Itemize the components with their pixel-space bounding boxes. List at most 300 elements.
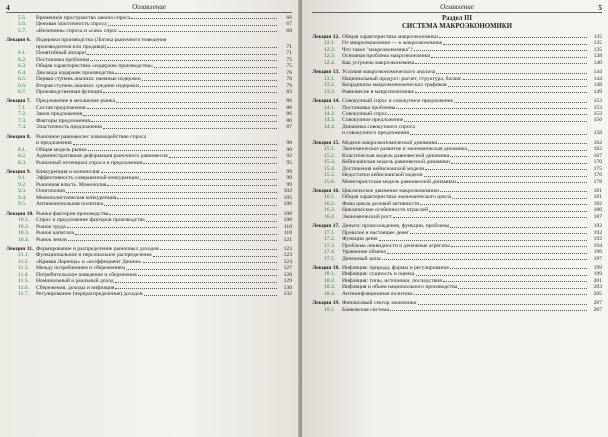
entry-title: Первая ступень анализа: наемные издержки — [36, 76, 141, 83]
entry-title: Национальный продукт: расчет, структура, баланс — [342, 75, 462, 82]
entry-page-number: 140 — [593, 59, 602, 66]
leader-dots — [67, 224, 277, 228]
leader-dots — [438, 140, 587, 144]
entry-number: 13.3. — [324, 88, 336, 95]
entry-number: 14.4. — [324, 123, 336, 130]
entry-title-wrap — [342, 179, 588, 185]
entry-number: 15.2. — [324, 152, 336, 159]
entry-number: 5.7. — [18, 27, 27, 34]
leader-dots — [388, 111, 587, 115]
entry-title: Общая характеристика «издержек производства» — [36, 63, 153, 70]
leader-dots — [143, 160, 277, 164]
entry-title: Уравнение обмена — [342, 249, 386, 256]
entry-title-wrap — [342, 130, 588, 136]
page-number: 4 — [6, 3, 10, 12]
entry-page-number: 162 — [593, 139, 602, 146]
entry-title-wrap — [36, 89, 278, 95]
entry-number: 18.2. — [324, 277, 336, 284]
entry-page-number: 106 — [283, 201, 292, 208]
leader-dots — [420, 201, 587, 205]
toc-subsection-entry — [312, 291, 602, 297]
entry-title-wrap — [342, 60, 588, 66]
entry-page-number: 76 — [286, 69, 292, 76]
entry-title-wrap — [36, 160, 278, 166]
entry-number: 6.3. — [18, 63, 27, 70]
entry-page-number: 71 — [286, 50, 292, 57]
entry-page-number: 121 — [283, 236, 292, 243]
entry-title: и совокупного предложения — [342, 130, 409, 137]
entry-title: Спрос и предложение факторов производства — [36, 217, 145, 224]
entry-number: 14.3. — [324, 117, 336, 124]
entry-title: Что такое "макроэкономика"? — [342, 46, 413, 53]
leader-dots — [109, 211, 277, 215]
entry-page-number: 199 — [593, 271, 602, 278]
entry-title: Формирование и распределение рыночных доходов — [36, 245, 159, 252]
entry-title: Олигополия — [36, 188, 65, 195]
entry-page-number: 153 — [593, 104, 602, 111]
entry-number: 15.5. — [324, 172, 336, 179]
leader-dots — [87, 50, 277, 54]
leader-dots — [153, 252, 277, 256]
entry-title: Регулирование (перераспределение) доходов — [36, 291, 143, 298]
leader-dots — [87, 105, 277, 109]
leader-dots — [387, 249, 587, 253]
entry-page-number: 192 — [593, 236, 602, 243]
entry-number: Лекция 15. — [312, 139, 340, 146]
entry-number: Лекция 11. — [6, 245, 34, 252]
entry-title: Модели макроэкономической динамики — [342, 139, 438, 146]
entry-number: 7.3. — [18, 117, 27, 124]
entry-number: Лекция 16. — [312, 187, 340, 194]
section-title: СИСТЕМА МАКРОЭКОНОМИКИ — [402, 23, 512, 30]
leader-dots — [107, 182, 277, 186]
running-head-title: Оглавление — [132, 3, 166, 11]
entry-page-number: 69 — [286, 27, 292, 34]
leader-dots — [424, 172, 587, 176]
leader-dots — [143, 259, 277, 263]
entry-number: 19.1. — [324, 306, 336, 313]
entry-page-number: 75 — [286, 63, 292, 70]
entry-page-number: 167 — [593, 152, 602, 159]
entry-page-number: 176 — [593, 172, 602, 179]
entry-title: Денежный запас — [342, 255, 382, 262]
leader-dots — [108, 21, 277, 25]
entry-title: Классическая модель равновесной динамики — [342, 152, 450, 159]
entry-title: «Величина» спроса и «сам» спрос — [36, 27, 118, 34]
entry-title: Постановка проблемы — [342, 104, 396, 111]
toc-subsection-entry — [6, 28, 292, 34]
entry-number: Лекция 17. — [312, 223, 340, 230]
entry-number: 15.3. — [324, 159, 336, 166]
entry-title: Совокупный спрос и совокупное предложение — [342, 98, 454, 105]
entry-title: Вторая ступень анализа: средние издержки — [36, 82, 139, 89]
entry-title: Кейнсианская модель равновесной динамики — [342, 159, 450, 166]
entry-number: 18.1. — [324, 271, 336, 278]
entry-number: 16.4. — [324, 213, 336, 220]
leader-dots — [91, 118, 277, 122]
entry-page-number: 207 — [593, 306, 602, 313]
entry-number: 13.1. — [324, 75, 336, 82]
entry-title: Циклическое движение макроэкономики — [342, 187, 440, 194]
entry-number: 17.2. — [324, 236, 336, 243]
leader-dots — [144, 291, 277, 295]
entry-title: Номинальный и реальный доход — [36, 278, 114, 285]
leader-dots — [117, 195, 277, 199]
entry-title: Инфляция: сущность и оценка — [342, 271, 415, 278]
entry-page-number: 144 — [593, 69, 602, 76]
toc-subsection-entry — [6, 124, 292, 130]
entry-number: 6.6. — [18, 82, 27, 89]
entry-number: 10.3. — [18, 230, 30, 237]
leader-dots — [140, 83, 277, 87]
entry-page-number: 123 — [283, 245, 292, 252]
entry-page-number: 153 — [593, 110, 602, 117]
entry-title: Конкуренция и монополия — [36, 168, 100, 175]
entry-number: 15.4. — [324, 165, 336, 172]
leader-dots — [418, 300, 587, 304]
entry-number: 16.1. — [324, 194, 336, 201]
entry-title: Сбережения, доходы и инфляция — [36, 284, 115, 291]
entry-number: 12.3. — [324, 53, 336, 60]
entry-page-number: 86 — [286, 98, 292, 105]
entry-page-number: 162 — [593, 146, 602, 153]
leader-dots — [160, 246, 277, 250]
entry-number: 11.5. — [18, 278, 29, 285]
entry-page-number: 186 — [593, 207, 602, 214]
entry-page-number: 92 — [286, 153, 292, 160]
leader-dots — [393, 214, 587, 218]
entry-title: и предложения — [36, 140, 72, 147]
leader-dots — [443, 40, 587, 44]
entry-number: Лекция 6. — [6, 37, 31, 44]
entry-number: 8.2. — [18, 153, 27, 160]
entry-title: Монополистическая конкуренция — [36, 194, 117, 201]
entry-page-number: 138 — [593, 53, 602, 60]
entry-title: Равновесие в макроэкономике — [342, 88, 414, 95]
entry-page-number: 124 — [283, 258, 292, 265]
entry-title: Рыночный потенциал спроса и предложения — [36, 159, 143, 166]
entry-title: Прошлое и настоящее денег — [342, 229, 410, 236]
leader-dots — [439, 34, 587, 38]
entry-title-wrap — [342, 89, 588, 95]
entry-title: Состав предложения — [36, 104, 86, 111]
entry-page-number: 148 — [593, 82, 602, 89]
entry-title: Циклические особенности отраслей — [342, 207, 429, 214]
leader-dots — [404, 117, 587, 121]
entry-title-wrap — [342, 291, 588, 297]
entry-number: 15.6. — [324, 178, 336, 185]
entry-title: Фазы цикла деловой активности — [342, 200, 420, 207]
leader-dots — [429, 207, 587, 211]
entry-page-number: 187 — [593, 213, 602, 220]
leader-dots — [452, 194, 587, 198]
entry-number: Лекция 9. — [6, 168, 31, 175]
leader-dots — [104, 201, 277, 205]
entry-page-number: 130 — [283, 284, 292, 291]
entry-title: Антиинфляционная политика — [342, 290, 413, 297]
entry-number: 7.2. — [18, 111, 27, 118]
leader-dots — [431, 53, 587, 57]
entry-title: Общая характеристика макроэкономики — [342, 34, 438, 40]
entry-title: Инфляция: природа, формы и регулирование — [342, 264, 449, 271]
leader-dots — [115, 285, 277, 289]
toc-subsection-entry — [6, 160, 292, 166]
entry-page-number: 170 — [593, 159, 602, 166]
entry-page-number: 175 — [593, 165, 602, 172]
entry-number: 6.5. — [18, 76, 27, 83]
leader-dots — [410, 130, 587, 134]
entry-page-number: 181 — [593, 187, 602, 194]
section-label: Раздел III — [441, 15, 473, 22]
entry-page-number: 102 — [283, 188, 292, 195]
entry-number: 9.5. — [18, 201, 27, 208]
entry-title-wrap — [36, 28, 278, 34]
leader-dots — [382, 256, 587, 260]
entry-title: От микроэкономики — к макроэкономике — [342, 40, 443, 47]
entry-page-number: 78 — [286, 76, 292, 83]
entry-number: 10.4. — [18, 236, 30, 243]
right-page — [302, 0, 608, 437]
entry-title: Инфляция: типы, источники, последствия — [342, 277, 442, 284]
entry-page-number: 71 — [286, 43, 292, 50]
leader-dots — [448, 82, 587, 86]
entry-number: 16.3. — [324, 207, 336, 214]
entry-title: Рыночное равновесие: взаимодействие спроса — [36, 133, 147, 140]
entry-number: 12.2. — [324, 46, 336, 53]
entry-title: Эффективность совершенной конкуренции — [36, 175, 139, 182]
entry-page-number: 132 — [283, 291, 292, 298]
entry-page-number: 87 — [286, 124, 292, 131]
toc-subsection-entry — [6, 89, 292, 95]
entry-number: 15.1. — [324, 146, 336, 153]
leader-dots — [410, 230, 587, 234]
entry-title: Эластичность предложения — [36, 124, 102, 131]
leader-dots — [450, 223, 587, 227]
entry-number: 16.2. — [324, 200, 336, 207]
entry-title: Деньги: происхождение, функции, проблемы — [342, 223, 450, 230]
entry-page-number: 135 — [593, 46, 602, 53]
entry-title-wrap — [342, 214, 588, 220]
entry-page-number: 197 — [593, 255, 602, 262]
entry-number: 8.3. — [18, 159, 27, 166]
entry-page-number: 153 — [593, 98, 602, 105]
leader-dots — [115, 70, 277, 74]
entry-page-number: 205 — [593, 290, 602, 297]
entry-page-number: 90 — [286, 146, 292, 153]
leader-dots — [454, 98, 587, 102]
entry-title: Финансовый сектор экономики — [342, 300, 417, 307]
leader-dots — [119, 28, 277, 32]
entry-number: 10.1. — [18, 217, 30, 224]
entry-page-number: 128 — [283, 271, 292, 278]
entry-number: 13.2. — [324, 82, 336, 89]
entry-page-number: 110 — [283, 223, 292, 230]
entry-page-number: 135 — [593, 34, 602, 40]
toc-subsection-entry — [312, 179, 602, 185]
entry-page-number: 118 — [283, 230, 292, 237]
entry-title: Достижения кейнсианской модели — [342, 165, 425, 172]
entry-page-number: 196 — [593, 249, 602, 256]
entry-number: 14.2. — [324, 110, 336, 117]
entry-title: Временнóе пространство закона спроса — [36, 15, 131, 21]
entry-number: 9.3. — [18, 188, 27, 195]
entry-number: 5.5. — [18, 15, 27, 21]
entry-title: Как устроена макроэкономика — [342, 59, 415, 66]
leader-dots — [73, 140, 277, 144]
entry-page-number: 99 — [286, 168, 292, 175]
leader-dots — [115, 278, 277, 282]
entry-title: Два вида издержек производства — [36, 69, 115, 76]
entry-title-wrap — [36, 237, 278, 243]
toc-list — [312, 34, 602, 313]
leader-dots — [131, 15, 277, 19]
leader-dots — [414, 291, 587, 295]
entry-title-wrap — [342, 307, 588, 313]
entry-page-number: 192 — [593, 223, 602, 230]
entry-number: 6.1. — [18, 50, 27, 57]
toc-subsection-entry — [6, 201, 292, 207]
leader-dots — [116, 98, 277, 102]
entry-number: 11.2. — [18, 258, 29, 265]
entry-title: Координаты макроэкономических графиков — [342, 82, 447, 89]
entry-title: Рынок капитала — [36, 230, 75, 237]
leader-dots — [169, 153, 277, 157]
leader-dots — [140, 175, 277, 179]
entry-number: 12.4. — [324, 59, 336, 66]
leader-dots — [142, 76, 277, 80]
entry-page-number: 83 — [286, 88, 292, 95]
leader-dots — [451, 243, 587, 247]
leader-dots — [416, 271, 588, 275]
leader-dots — [126, 265, 277, 269]
leader-dots — [103, 124, 277, 128]
entry-title: Рыночная власть. Монополия — [36, 181, 107, 188]
leader-dots — [436, 69, 587, 73]
running-head — [312, 3, 602, 13]
entry-title: Ценовая эластичность спроса — [36, 21, 107, 28]
leader-dots — [414, 47, 587, 51]
entry-number: Лекция 12. — [312, 34, 340, 40]
entry-title: Потребительское поведение и сбережения — [36, 271, 137, 278]
entry-number: 17.4. — [324, 249, 336, 256]
toc-subsection-entry — [6, 237, 292, 243]
leader-dots — [415, 89, 587, 93]
left-page — [0, 0, 300, 437]
entry-title-wrap — [342, 256, 588, 262]
entry-title: Производственная функция — [36, 88, 102, 95]
toc-continuation-line — [312, 130, 602, 136]
page-number: 5 — [598, 3, 602, 12]
entry-number: 14.1. — [324, 104, 336, 111]
entry-title: «Кривая Лоренца» и «коэффициент Джини» — [36, 258, 142, 265]
toc-subsection-entry — [312, 89, 602, 95]
entry-number: 9.2. — [18, 181, 27, 188]
entry-number: 18.3. — [324, 284, 336, 291]
entry-page-number: 144 — [593, 75, 602, 82]
entry-title: Монетаристская модель равновесной динамики — [342, 178, 456, 185]
leader-dots — [457, 179, 587, 183]
entry-number: 18.4. — [324, 290, 336, 297]
entry-title: Постановка проблемы — [36, 56, 90, 63]
toc-subsection-entry — [312, 214, 602, 220]
leader-dots — [66, 188, 277, 192]
entry-number: 7.1. — [18, 104, 27, 111]
leader-dots — [443, 278, 587, 282]
leader-dots — [103, 89, 277, 93]
entry-page-number: 158 — [593, 130, 602, 137]
entry-number: Лекция 14. — [312, 98, 340, 105]
entry-title: Рынки факторов производства — [36, 210, 109, 217]
entry-page-number: 75 — [286, 56, 292, 63]
entry-number: 17.5. — [324, 255, 336, 262]
leader-dots — [390, 307, 587, 311]
running-head-title: Оглавление — [440, 3, 474, 11]
leader-dots — [101, 169, 277, 173]
entry-title-wrap — [36, 201, 278, 207]
entry-number: Лекция 7. — [6, 98, 31, 105]
entry-page-number: 67 — [286, 21, 292, 28]
leader-dots — [451, 159, 587, 163]
entry-page-number: 86 — [286, 117, 292, 124]
entry-page-number: 192 — [593, 229, 602, 236]
entry-title: Совокупный спрос — [342, 110, 388, 117]
entry-title: Совокупное предложение — [342, 117, 404, 124]
entry-page-number: 199 — [593, 264, 602, 271]
entry-number: 11.7. — [18, 291, 29, 298]
leader-dots — [415, 60, 587, 64]
leader-dots — [83, 111, 277, 115]
leader-dots — [75, 230, 277, 234]
entry-title: Функции денег — [342, 236, 379, 243]
entry-number: 11.1. — [18, 252, 29, 259]
leader-dots — [107, 44, 277, 48]
entry-title-wrap — [36, 291, 278, 297]
entry-page-number: 108 — [283, 210, 292, 217]
entry-title: производителя или продавца) — [36, 43, 107, 50]
entry-page-number: 105 — [283, 194, 292, 201]
toc-list — [6, 15, 292, 298]
entry-page-number: 95 — [286, 159, 292, 166]
toc-subsection-entry — [6, 291, 292, 297]
leader-dots — [396, 105, 587, 109]
entry-title: Условия макроэкономического анализа — [342, 69, 436, 76]
leader-dots — [425, 166, 587, 170]
leader-dots — [68, 237, 277, 241]
entry-title: Предложение в механизме рынка — [36, 98, 116, 105]
leader-dots — [468, 146, 587, 150]
entry-page-number: 194 — [593, 242, 602, 249]
entry-title: Рынок земли — [36, 236, 67, 243]
leader-dots — [458, 284, 587, 288]
entry-title: Банковская система — [342, 306, 389, 313]
entry-page-number: 108 — [283, 217, 292, 224]
entry-number: 8.1. — [18, 146, 27, 153]
entry-page-number: 79 — [286, 82, 292, 89]
entry-page-number: 66 — [286, 15, 292, 21]
entry-number: Лекция 8. — [6, 133, 31, 140]
entry-title: Закон предложения — [36, 111, 83, 118]
entry-page-number: 201 — [593, 277, 602, 284]
leader-dots — [450, 153, 587, 157]
entry-page-number: 90 — [286, 140, 292, 147]
entry-number: 17.3. — [324, 242, 336, 249]
leader-dots — [154, 63, 277, 67]
entry-title: Антимонопольная политика — [36, 201, 104, 208]
leader-dots — [88, 147, 277, 151]
entry-page-number: 207 — [593, 300, 602, 307]
entry-title: Издержки производства (Логика рыночного поведения — [36, 37, 167, 44]
running-head — [6, 3, 292, 13]
